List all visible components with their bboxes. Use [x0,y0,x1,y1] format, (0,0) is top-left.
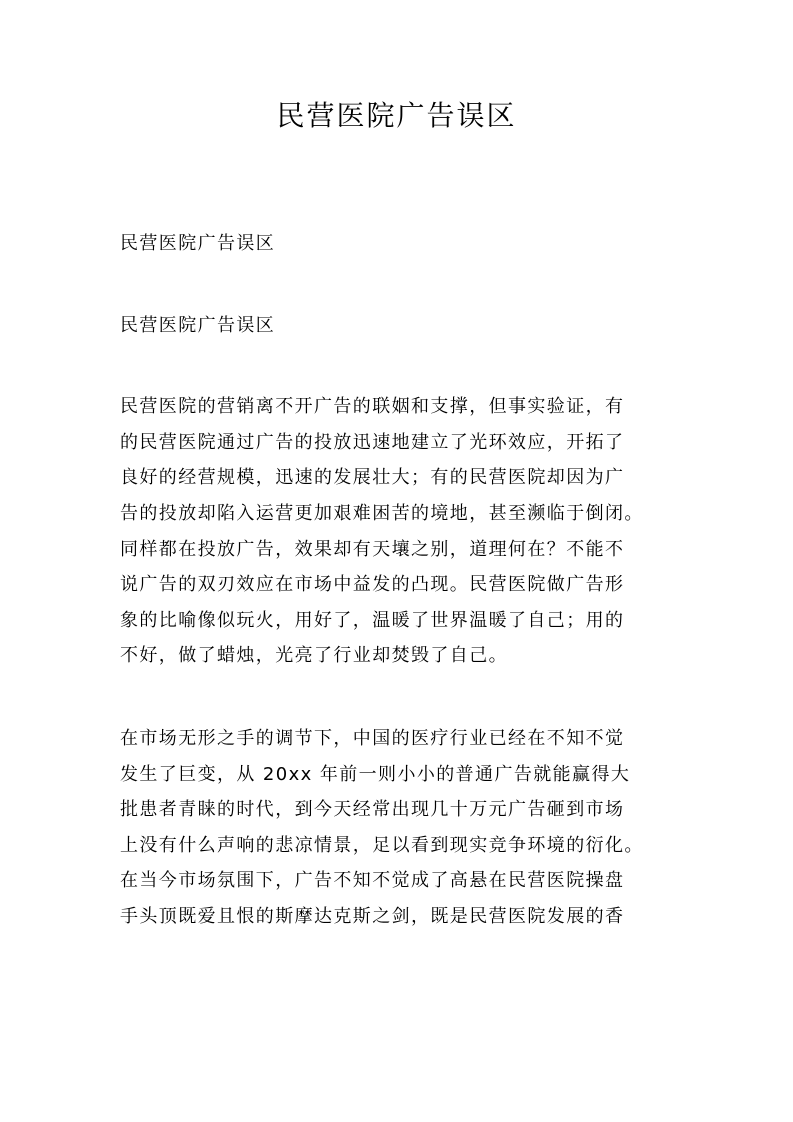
text-line: 上没有什么声响的悲凉情景，足以看到现实竞争环境的衍化。 [120,834,644,856]
text-line: 民营医院的营销离不开广告的联姻和支撑，但事实验证，有 [120,396,625,418]
text-line: 批患者青睐的时代，到今天经常出现几十万元广告砸到市场 [120,799,625,821]
text-line: 告的投放却陷入运营更加艰难困苦的境地，甚至濒临于倒闭。 [120,502,644,524]
spacer [120,262,690,308]
spacer [120,674,690,721]
text-line: 说广告的双刃效应在市场中益发的凸现。民营医院做广告形 [120,574,625,596]
text-line: 发生了巨变，从 20xx 年前一则小小的普通广告就能赢得大 [120,763,631,785]
subheading: 民营医院广告误区 [120,314,276,336]
text-line: 在当今市场氛围下，广告不知不觉成了高悬在民营医院操盘 [120,870,625,892]
spacer [120,343,690,389]
text-line: 手头顶既爱且恨的斯摩达克斯之剑，既是民营医院发展的香 [120,905,625,927]
text-line: 象的比喻像似玩火，用好了，温暖了世界温暖了自己；用的 [120,609,625,631]
text-line: 同样都在投放广告，效果却有天壤之别，道理何在？不能不 [120,538,625,560]
document-title: 民营医院广告误区 [276,99,517,132]
document-body [120,226,690,935]
text-line: 在市场无形之手的调节下，中国的医疗行业已经在不知不觉 [120,727,625,749]
text-line: 不好，做了蜡烛，光亮了行业却焚毁了自己。 [120,645,508,667]
text-line: 的民营医院通过广告的投放迅速地建立了光环效应，开拓了 [120,431,625,453]
paragraph-1 [120,389,690,674]
subheading: 民营医院广告误区 [120,233,276,254]
text-line: 良好的经营规模，迅速的发展壮大；有的民营医院却因为广 [120,467,625,489]
paragraph-2 [120,721,690,935]
